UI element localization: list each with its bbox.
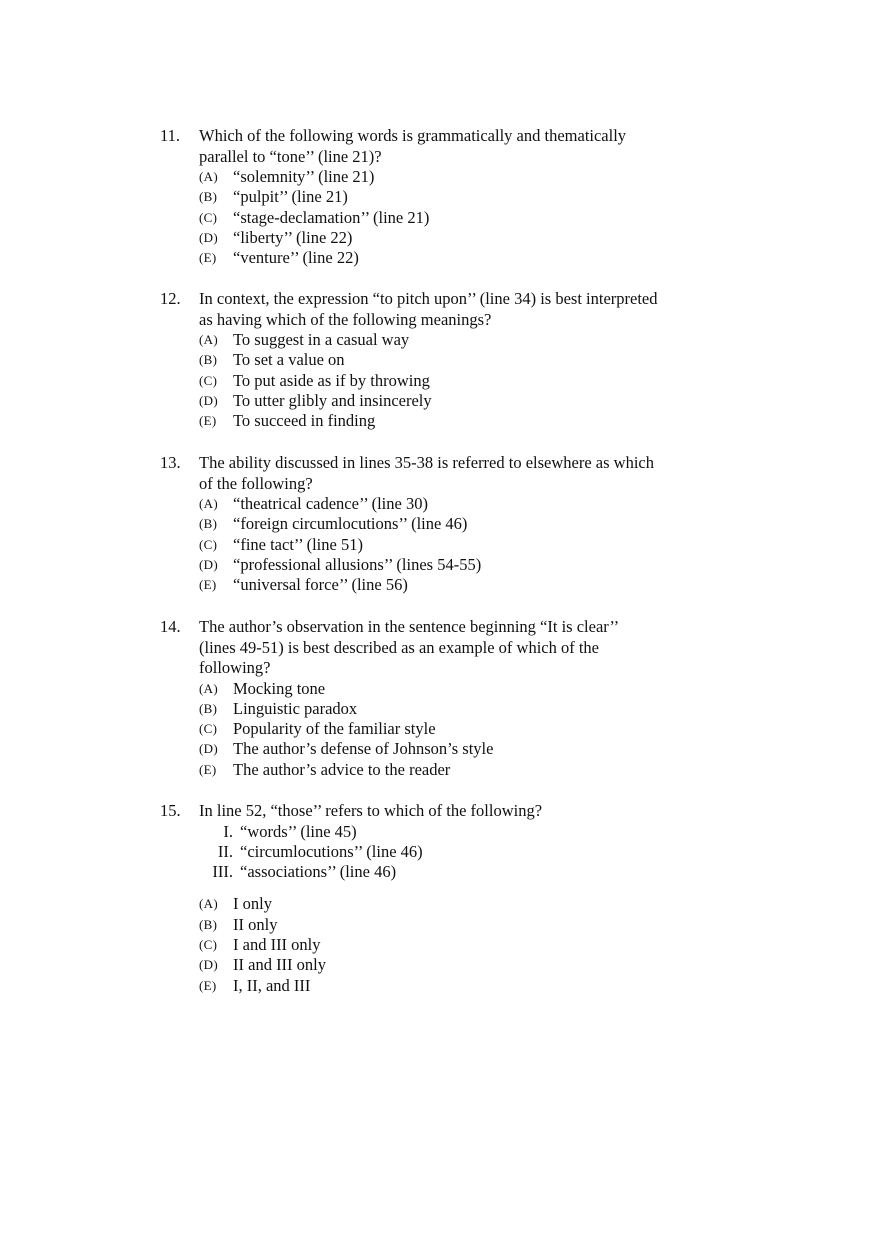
choice-a [199,894,700,914]
choice-e [199,575,700,595]
roman-item-ii [199,842,700,862]
choice-letter: (B) [199,352,218,368]
choice-letter: (E) [199,250,217,266]
choice-d [199,739,700,759]
choice-letter: (A) [199,896,218,912]
roman-item-i [199,822,700,842]
choice-letter: (B) [199,516,218,532]
choice-text: “theatrical cadence’’ (line 30) [233,494,428,513]
question-11 [160,126,700,268]
question-stem: The author’s observation in the sentence beginning “It is clear’’ (lines 49-51) is best described as an example of which of the following? [199,617,620,677]
choice-letter: (B) [199,189,218,205]
choice-letter: (A) [199,332,218,347]
choice-text: I and III only [233,934,321,954]
choice-letter: (A) [199,496,218,511]
choice-d [199,955,700,975]
choice-letter: (D) [199,741,218,757]
choice-text: “pulpit’’ (line 21) [233,187,348,207]
choice-letter: (D) [199,556,218,572]
choice-text: To put aside as if by throwing [233,370,430,390]
choice-a [199,167,700,187]
answer-choices [199,494,700,595]
choice-b [199,350,700,370]
choice-text: “venture’’ (line 22) [233,248,359,268]
choice-a [199,679,700,699]
answer-choices [199,894,700,995]
choice-c [199,719,700,739]
roman-text: “associations’’ (line 46) [240,862,397,882]
choice-letter: (C) [199,721,218,737]
roman-item-iii [199,862,700,882]
roman-numeral-list [199,822,700,883]
choice-e [199,248,700,268]
choice-text: The author’s advice to the reader [233,759,451,779]
choice-text: Linguistic paradox [233,698,358,718]
question-14 [160,617,700,780]
choice-letter: (C) [199,372,218,388]
question-stem: In line 52, “those’’ refers to which of the following? [199,801,543,820]
roman-numeral: III. [212,862,233,882]
choice-e [199,976,700,996]
choice-letter: (E) [199,413,217,429]
choice-e [199,760,700,780]
choice-text: “universal force’’ (line 56) [233,575,408,595]
choice-letter: (E) [199,577,217,593]
question-number: 14. [160,617,181,636]
choice-text: To utter glibly and insincerely [233,390,432,410]
question-number: 11. [160,126,181,145]
choice-letter: (B) [199,700,218,716]
question-stem: Which of the following words is grammatically and thematically parallel to “tone’’ (line 21)? [199,126,627,166]
choice-text: To set a value on [233,350,345,370]
choice-text: “foreign circumlocutions’’ (line 46) [233,514,468,534]
choice-text: “professional allusions’’ (lines 54-55) [233,554,482,574]
choice-letter: (D) [199,392,218,408]
question-13 [160,453,700,595]
choice-text: To succeed in finding [233,411,376,431]
choice-d [199,555,700,575]
question-number: 15. [160,801,181,820]
choice-b [199,514,700,534]
spacer [160,882,700,894]
choice-text: II and III only [233,955,327,975]
choice-letter: (A) [199,680,218,696]
choice-letter: (A) [199,169,218,184]
choice-letter: (D) [199,229,218,245]
answer-choices [199,679,700,780]
choice-b [199,187,700,207]
roman-text: “words’’ (line 45) [240,821,357,841]
choice-a [199,330,700,350]
choice-c [199,935,700,955]
choice-a [199,494,700,514]
choice-text: “liberty’’ (line 22) [233,227,353,247]
choice-text: I only [233,894,272,914]
choice-letter: (B) [199,916,218,932]
choice-text: Popularity of the familiar style [233,719,436,739]
choice-d [199,228,700,248]
choice-letter: (E) [199,977,217,993]
choice-letter: (C) [199,209,218,225]
choice-text: To suggest in a casual way [233,330,410,349]
choice-letter: (D) [199,957,218,973]
roman-text: “circumlocutions’’ (line 46) [240,841,423,861]
choice-c [199,208,700,228]
question-15 [160,801,700,996]
choice-e [199,411,700,431]
choice-text: “fine tact’’ (line 51) [233,534,363,554]
choice-d [199,391,700,411]
question-stem: The ability discussed in lines 35-38 is referred to elsewhere as which of the following? [199,453,654,493]
choice-b [199,699,700,719]
choice-text: II only [233,914,278,934]
question-stem: In context, the expression “to pitch upon’’ (line 34) is best interpreted as having which of the following meanings? [199,289,658,329]
choice-c [199,535,700,555]
roman-numeral: II. [217,841,233,861]
choice-letter: (E) [199,761,217,777]
answer-choices [199,167,700,268]
question-number: 12. [160,289,181,308]
choice-text: I, II, and III [233,975,311,995]
question-number: 13. [160,453,181,472]
choice-text: Mocking tone [233,678,326,698]
choice-c [199,371,700,391]
choice-letter: (C) [199,536,218,552]
choice-text: The author’s defense of Johnson’s style [233,739,494,759]
roman-numeral: I. [223,821,233,841]
choice-b [199,915,700,935]
choice-letter: (C) [199,936,218,952]
choice-text: “solemnity’’ (line 21) [233,167,375,186]
question-12 [160,289,700,431]
choice-text: “stage-declamation’’ (line 21) [233,207,430,227]
answer-choices [199,330,700,431]
